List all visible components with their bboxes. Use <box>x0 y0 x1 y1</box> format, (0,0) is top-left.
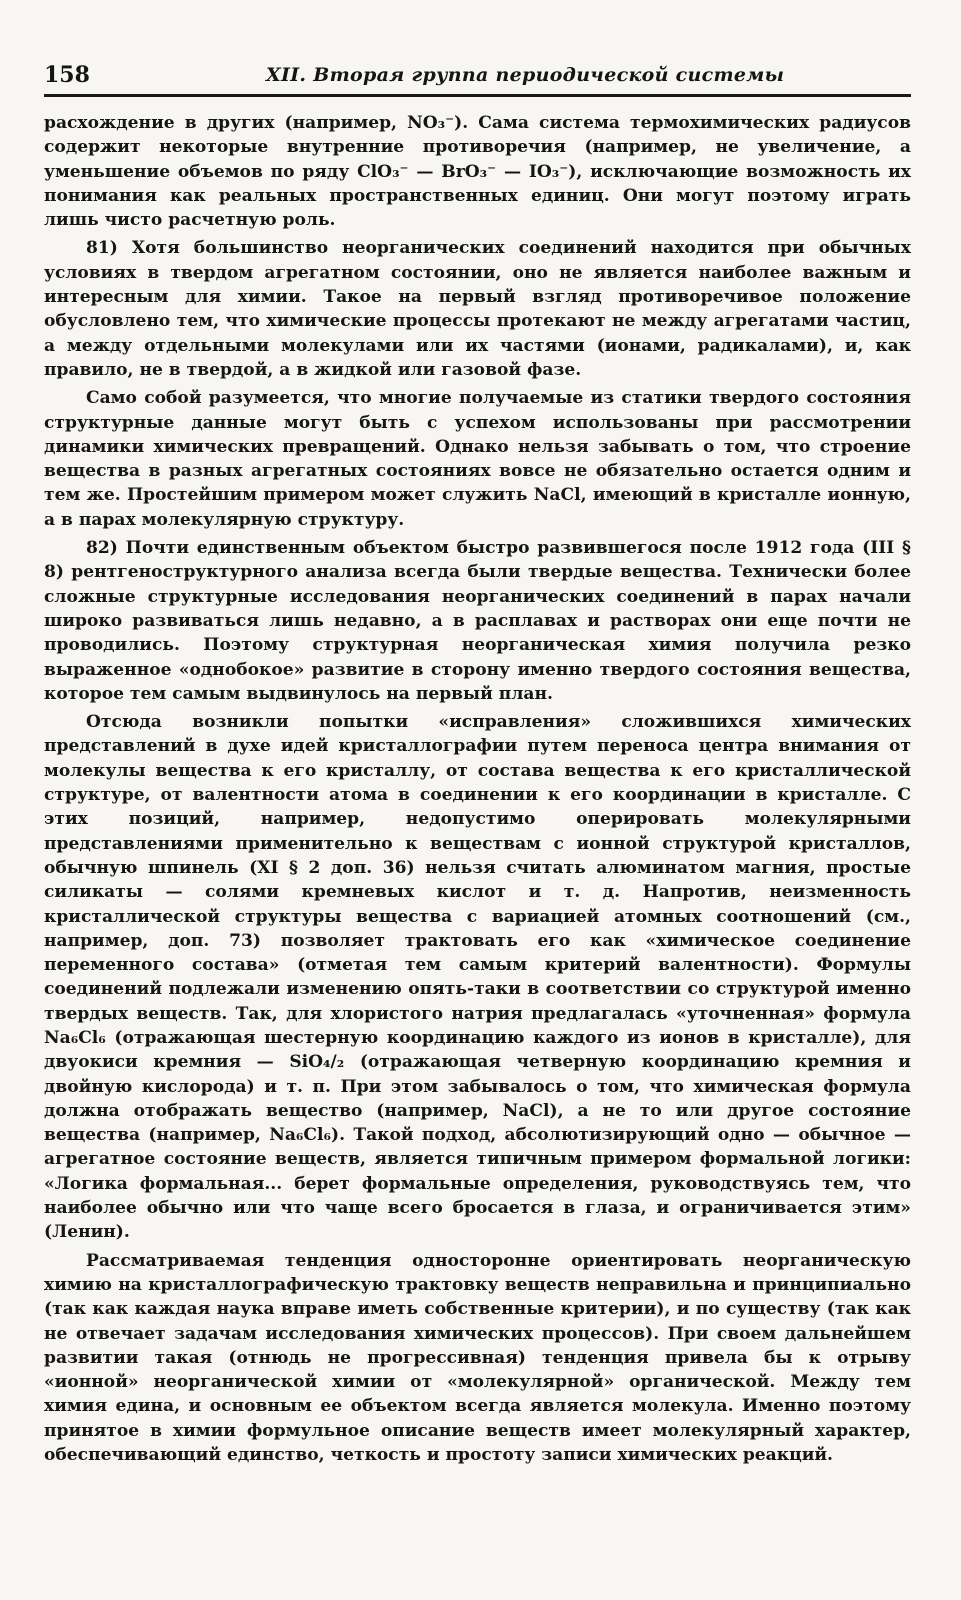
page-header <box>44 58 911 97</box>
page-number: 158 <box>44 62 90 88</box>
paragraph-corrections: Отсюда возникли попытки «исправления» сложившихся химических представлений в духе идей кристаллографии путем переноса центра внимания от молекулы вещества к его кристаллу, от состава вещества к его кристаллической структуре, от валентности атома в соединении к его координации в кристалле. С этих позиций, например, недопустимо оперировать молекулярными представлениями применительно к веществам с ионной структурой кристаллов, обычную шпинель (XI § 2 доп. 36) нельзя считать алюминатом магния, простые силикаты — солями кремневых кислот и т. д. Напротив, неизменность кристаллической структуры вещества с вариацией атомных соотношений (см., например, доп. 73) позволяет трактовать его как «химическое соединение переменного состава» (отметая тем самым критерий валентности). Формулы соединений подлежали изменению опять-таки в соответствии со структурой именно твердых веществ. Так, для хлористого натрия предлагалась «уточненная» формула Na₆Cl₆ (отражающая шестерную координацию каждого из ионов в кристалле), для двуокиси кремния — SiO₄/₂ (отражающая четверную координацию кремния и двойную кислорода) и т. п. При этом забывалось о том, что химическая формула должна отображать вещество (например, NaCl), а не то или другое состояние вещества (например, Na₆Cl₆). Такой подход, абсолютизирующий одно — обычное — агрегатное состояние веществ, является типичным примером формальной логики: «Логика формальная... берет формальные определения, руководствуясь тем, что наиболее обычно или что чаще всего бросается в глаза, и ограничивается этим» (Ленин). <box>44 712 911 1243</box>
running-title: XII. Вторая группа периодической системы <box>266 64 785 86</box>
paragraph-note-81: 81) Хотя большинство неорганических соединений находится при обычных условиях в твердом агрегатном состоянии, оно не является наиболее важным и интересным для химии. Такое на первый взгляд противоречивое положение обусловлено тем, что химические процессы протекают не между агрегатами частиц, а между отдельными молекулами или их частями (ионами, радикалами), и, как правило, не в твердой, а в жидкой или газовой фазе. <box>44 238 911 380</box>
body-text <box>44 111 911 1467</box>
paragraph-continuation: расхождение в других (например, NO₃⁻). Сама система термохимических радиусов содержит некоторые внутренние противоречия (например, не увеличение, а уменьшение объемов по ряду ClO₃⁻ — BrO₃⁻ — IO₃⁻), исключающие возможность их понимания как реальных пространственных единиц. Они могут поэтому играть лишь чисто расчетную роль. <box>44 113 911 231</box>
paragraph-conclusion: Рассматриваемая тенденция односторонне ориентировать неорганическую химию на кристаллографическую трактовку веществ неправильна и принципиально (так как каждая наука вправе иметь собственные критерии), и по существу (так как не отвечает задачам исследования химических процессов). При своем дальнейшем развитии такая (отнюдь не прогрессивная) тенденция привела бы к отрыву «ионной» неорганической химии от «молекулярной» органической. Между тем химия едина, и основным ее объектом всегда является молекула. Именно поэтому принятое в химии формульное описание веществ имеет молекулярный характер, обеспечивающий единство, четкость и простоту записи химических реакций. <box>44 1250 911 1466</box>
paragraph-note-82: 82) Почти единственным объектом быстро развившегося после 1912 года (III § 8) рентгеноструктурного анализа всегда были твердые вещества. Технически более сложные структурные исследования неорганических соединений в парах начали широко развиваться лишь недавно, а в расплавах и растворах они еще почти не проводились. Поэтому структурная неорганическая химия получила резко выраженное «однобокое» развитие в сторону именно твердого состояния вещества, которое тем самым выдвинулось на первый план. <box>44 538 911 704</box>
paragraph-statics: Само собой разумеется, что многие получаемые из статики твердого состояния структурные данные могут быть с успехом использованы при рассмотрении динамики химических превращений. Однако нельзя забывать о том, что строение вещества в разных агрегатных состояниях вовсе не обязательно остается одним и тем же. Простейшим примером может служить NaCl, имеющий в кристалле ионную, а в парах молекулярную структуру. <box>44 388 911 530</box>
